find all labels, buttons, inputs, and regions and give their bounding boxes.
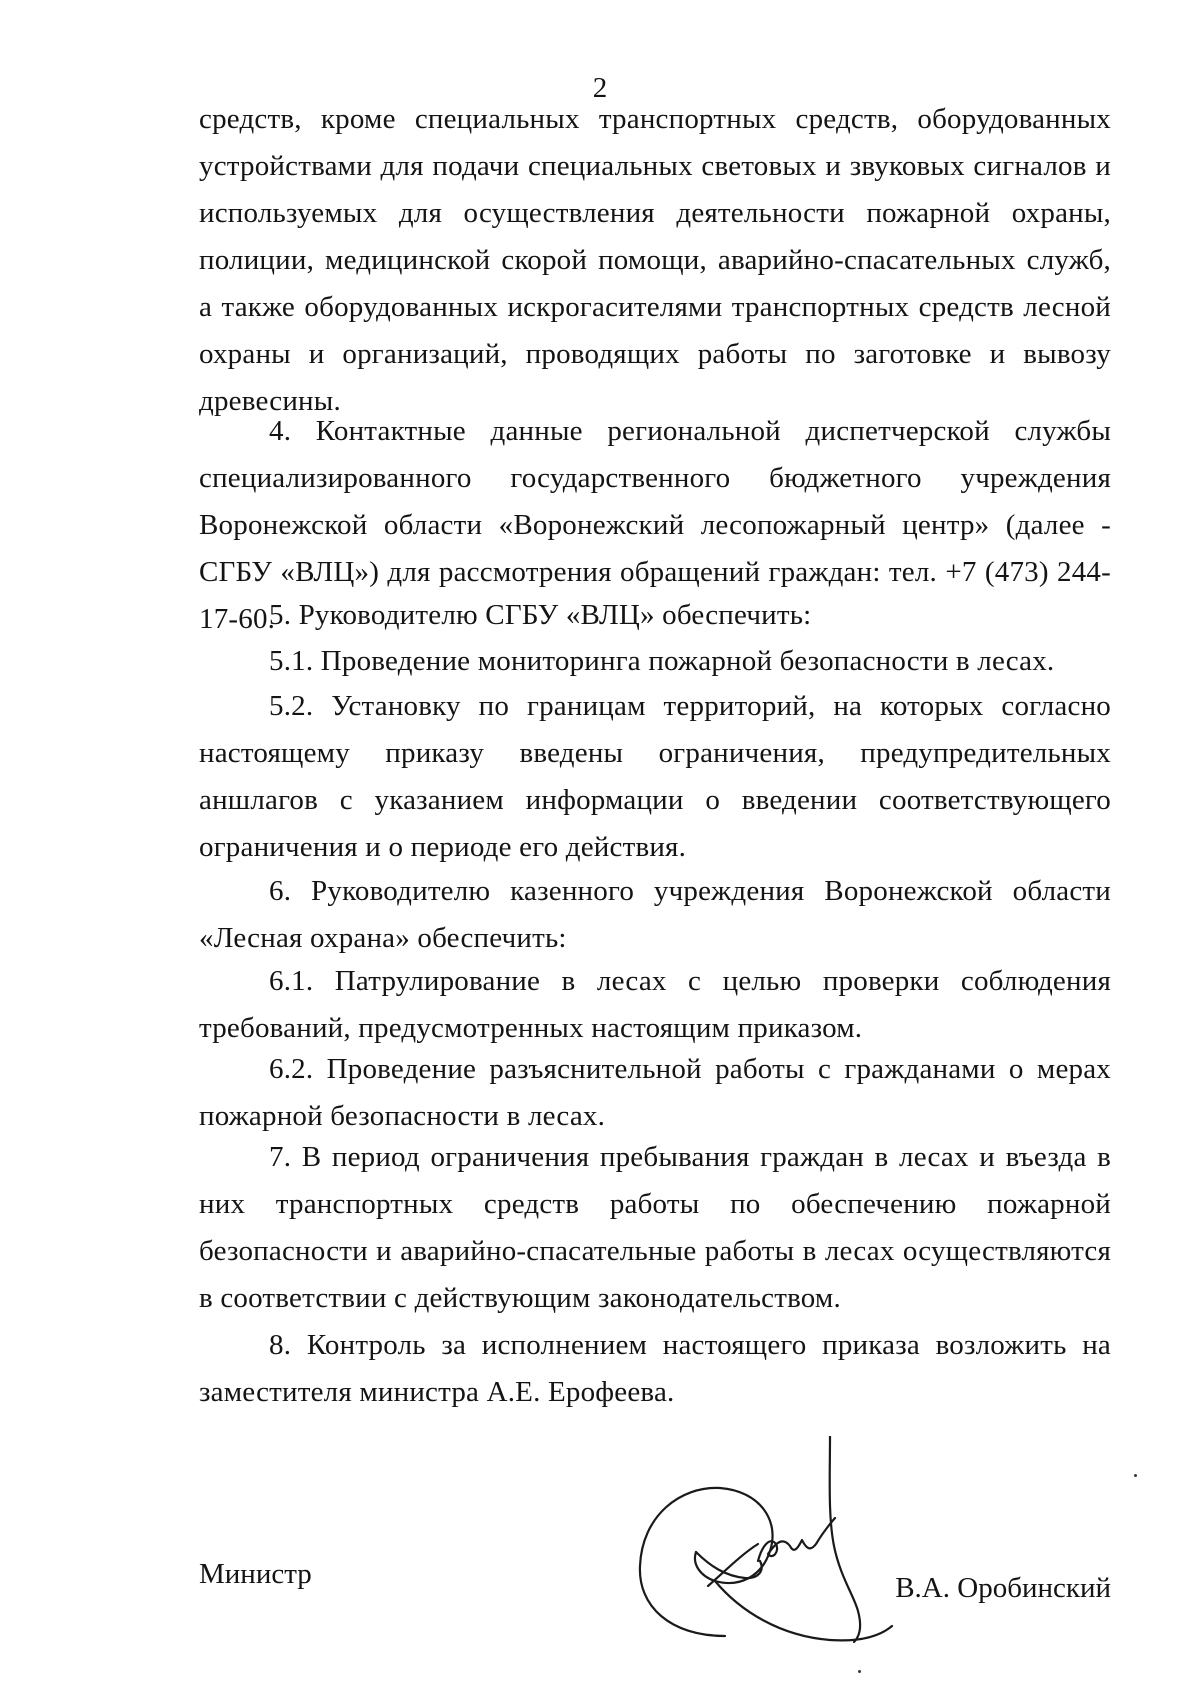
signatory-title: Министр [199,1558,312,1590]
scan-speck [858,1670,861,1673]
scan-speck [1134,1474,1137,1477]
paragraph-6-2-explanatory-work: 6.2. Проведение разъяснительной работы с гражданами о мерах пожарной безопасности в лесах. [199,1053,1111,1132]
paragraph-continuation: средств, кроме специальных транспортных средств, оборудованных устройствами для подачи специальных световых и звуковых сигналов и используемых для осуществления деятельности пожарной охраны, полиции, медицинской скорой помощи, аварийно-спасательных служб, а также оборудованных искрогасителями транспортных средств лесной охраны и организаций, проводящих работы по заготовке и вывозу древесины. [199,103,1111,417]
paragraph-6-1-patrol: 6.1. Патрулирование в лесах с целью проверки соблюдения требований, предусмотренных настоящим приказом. [199,965,1111,1044]
paragraph-6-forest-guard: 6. Руководителю казенного учреждения Воронежской области «Лесная охрана» обеспечить: [199,875,1111,954]
paragraph-5-1-monitoring: 5.1. Проведение мониторинга пожарной безопасности в лесах. [269,645,1055,677]
paragraph-8-control: 8. Контроль за исполнением настоящего приказа возложить на заместителя министра А.Е. Ерофеева. [199,1329,1111,1408]
page-number: 2 [592,72,608,104]
signatory-name: В.А. Оробинский [895,1572,1111,1604]
paragraph-7-restriction-period: 7. В период ограничения пребывания граждан в лесах и въезда в них транспортных средств работы по обеспечению пожарной безопасности и аварийно-спасательные работы в лесах осуществляются в соответствии с действующим законодательством. [199,1141,1111,1314]
handwritten-signature [630,1436,910,1646]
paragraph-5-2-signage: 5.2. Установку по границам территорий, на которых согласно настоящему приказу введены ограничения, предупредительных аншлагов с указанием информации о введении соответствующего ограничения и о периоде его действия. [199,690,1111,863]
paragraph-5-head-obligations: 5. Руководителю СГБУ «ВЛЦ» обеспечить: [269,599,812,631]
paragraph-4-contact-data: 4. Контактные данные региональной диспетчерской службы специализированного государственного бюджетного учреждения Воронежской области «Воронежский лесопожарный центр» (далее - СГБУ «ВЛЦ») для рассмотрения обращений граждан: тел. +7 (473) 244-17-60. [199,415,1111,635]
